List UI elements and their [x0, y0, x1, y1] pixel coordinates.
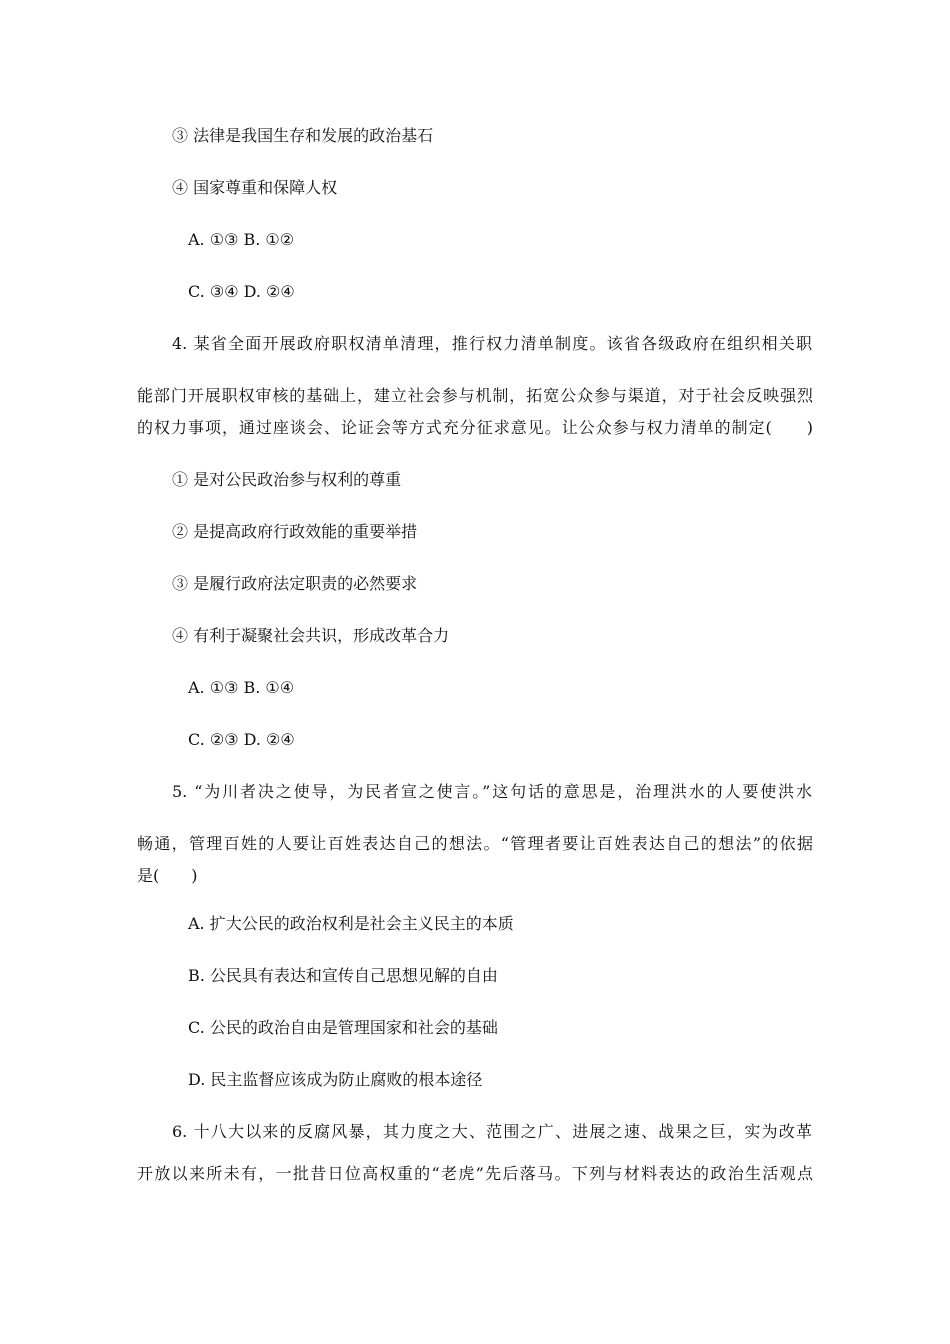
- q5-stem-line-2: 畅通，管理百姓的人要让百姓表达自己的想法。“管理者要让百姓表达自己的想法”的依据: [137, 834, 813, 853]
- q6-stem-line-1: 6. 十八大以来的反腐风暴，其力度之大、范围之广、进展之速、战果之巨，实为改革: [172, 1122, 812, 1141]
- q5-option-b: B. 公民具有表达和宣传自己思想见解的自由: [188, 966, 498, 985]
- q4-option-1: ① 是对公民政治参与权利的尊重: [172, 470, 402, 489]
- q3-answer-row-1: A. ①③ B. ①②: [188, 230, 295, 249]
- q4-stem-line-1: 4. 某省全面开展政府职权清单清理，推行权力清单制度。该省各级政府在组织相关职: [172, 334, 812, 353]
- q4-stem-line-2: 能部门开展职权审核的基础上，建立社会参与机制，拓宽公众参与渠道，对于社会反映强烈: [137, 386, 813, 405]
- q3-answer-row-2: C. ③④ D. ②④: [188, 282, 295, 301]
- q5-stem-line-3: 是( ): [137, 866, 198, 885]
- q4-option-4: ④ 有利于凝聚社会共识，形成改革合力: [172, 626, 450, 645]
- q5-option-d: D. 民主监督应该成为防止腐败的根本途径: [188, 1070, 483, 1089]
- q4-answer-row-1: A. ①③ B. ①④: [188, 678, 295, 697]
- q5-option-c: C. 公民的政治自由是管理国家和社会的基础: [188, 1018, 498, 1037]
- q4-stem-line-3: 的权力事项，通过座谈会、论证会等方式充分征求意见。让公众参与权力清单的制定( ): [137, 418, 813, 437]
- q4-option-3: ③ 是履行政府法定职责的必然要求: [172, 574, 418, 593]
- q5-stem-line-1: 5. “为川者决之使导，为民者宣之使言。”这句话的意思是，治理洪水的人要使洪水: [172, 782, 812, 801]
- q3-option-4: ④ 国家尊重和保障人权: [172, 178, 338, 197]
- q4-answer-row-2: C. ②③ D. ②④: [188, 730, 295, 749]
- q6-stem-line-2: 开放以来所未有，一批昔日位高权重的“老虎”先后落马。下列与材料表达的政治生活观点: [137, 1164, 813, 1183]
- q4-option-2: ② 是提高政府行政效能的重要举措: [172, 522, 418, 541]
- q5-option-a: A. 扩大公民的政治权利是社会主义民主的本质: [188, 914, 514, 933]
- q3-option-3: ③ 法律是我国生存和发展的政治基石: [172, 126, 434, 145]
